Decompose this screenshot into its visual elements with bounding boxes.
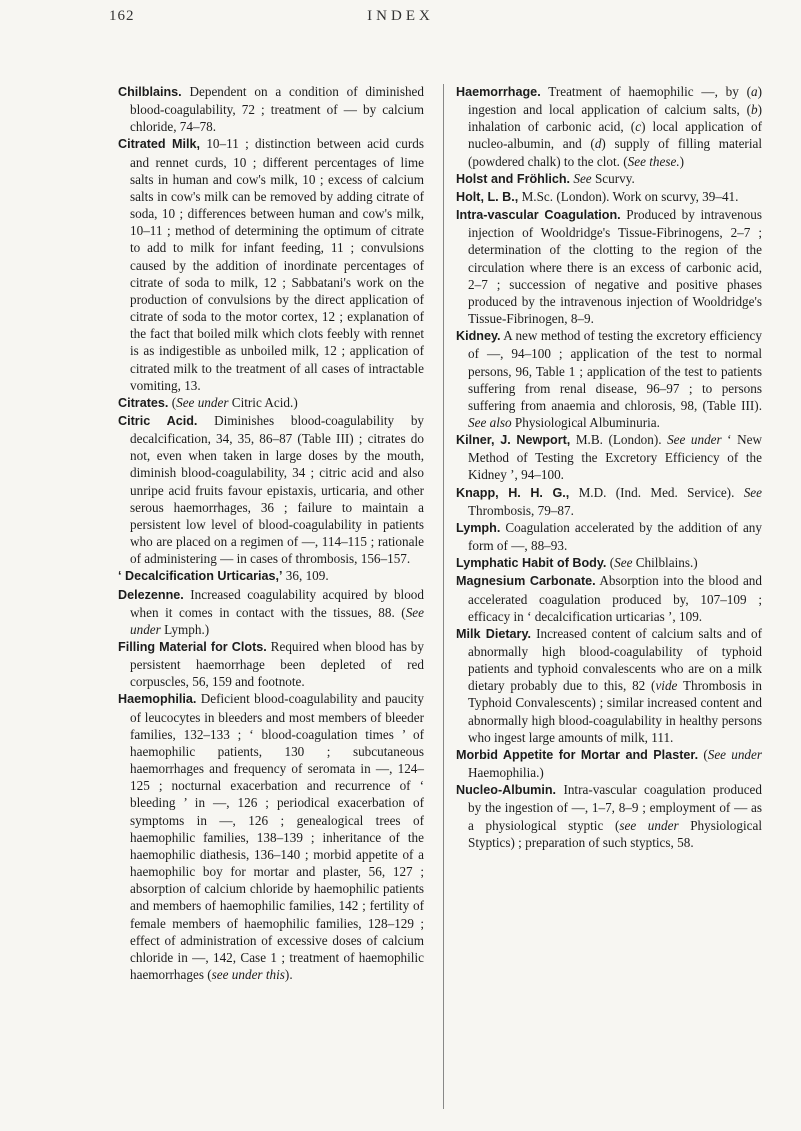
entry-headword: Knapp, H. H. G., [456,485,570,500]
index-entry [118,567,424,585]
entry-text: Citric Acid.) [228,394,298,410]
entry-headword: Magnesium Carbonate. [456,574,596,589]
entry-headword: Haemophilia. [118,692,197,707]
entry-text: Increased content of calcium salts and of abnormally high blood-coagulability of typhoid patients and typhoid convalescents who are on a milk dietary probably due to this, 82 ( [468,625,762,694]
index-entry [456,519,762,554]
entry-text: Produced by intravenous injection of Wooldridge's Tissue-Fibrinogens, 2–7 ; determination of the clotting to the region of the circulation where there is an excess of carbonic acid, 2–7 ; succession of negative and positive phases produced by the intravenous injection of Wooldridge's Tissue-Fibrinogen, 8–9. [468,207,762,327]
entry-italic-text: See also [468,414,512,430]
entry-italic-text: See [614,555,633,571]
entry-headword: Morbid Appetite for Mortar and Plaster. [456,747,699,762]
entry-headword: Intra-vascular Coagulation. [456,208,621,223]
entry-text: Thrombosis in Typhoid Convalescents) ; similar increased content and abnormally high blood-coagulability in healthy persons who ingest large amounts of milk, 111. [468,678,763,745]
entry-text: ) ingestion and local application of calcium salts, ( [468,84,762,118]
entry-text: Lymph.) [160,621,210,637]
entry-text: ) supply of filling material (powdered chalk) to the clot. ( [468,136,763,169]
index-entry [456,554,762,572]
entry-text: 10–11 ; distinction between acid curds and rennet curds, 10 ; different percentages of lime salts in human and cow's milk, 10 ; excess of calcium salts in cow's milk can be removed by adding citrate of soda, 10 ; differences between human and cow's milk, 10–11 ; method of determining the optimum of citrate to add to milk for infant feeding, 11 ; convulsions caused by the addition of inordinate percentages of citrate of soda to milk, 12 ; Sabbatani's work on the production of convulsions by the direct application of citrate of soda to the motor cortex, 12 ; explanation of the fact that boiled milk which clots feebly with rennet is as indigestible as unboiled milk, 12 ; application of citrated milk to the treatment of all cases of intractable vomiting, 13. [130,136,424,393]
entry-text: ( [606,555,615,571]
entry-text: ) [679,153,685,169]
index-column-left [118,83,424,983]
entry-headword: Milk Dietary. [456,626,532,641]
entry-italic-text: see under this [211,966,285,982]
index-entry [118,394,424,412]
entry-italic-text: See under [707,746,762,762]
entry-text: 36, 109. [282,568,329,584]
entry-text: ) inhalation of carbonic acid, ( [468,102,762,135]
index-column-right [456,83,762,851]
column-divider [443,84,444,1109]
entry-text: Absorption into the blood and accelerated coagulation produced by, 107–109 ; efficacy in ‘ decalcification urticarias ’, 109. [468,573,762,624]
entry-italic-text: See [743,484,763,500]
entry-text: Physiological Albuminuria. [511,414,660,430]
index-entry [456,484,762,519]
index-entry [456,746,762,781]
entry-text: Deficient blood-coagulability and paucity of leucocytes in bleeders and most members of bleeder families, 132–133 ; ‘ blood-coagulation times ’ of haemophilic patients, 130 ; subcutaneous haemorrhages and frequency of seromata in —, 124–125 ; nocturnal exacerbation and recurrence of ‘ bleeding ’ in —, 126 ; periodical exacerbation of symptoms in —, 126 ; genealogical trees of haemophilic families, 138–139 ; inheritance of the haemophilic diathesis, 136–140 ; morbid appetite of a haemophilic boy for mortar and plaster, 56, 127 ; absorption of calcium chloride by haemophilic patients and members of haemophilic families, 142 ; fertility of female members of haemophilic families, 128–129 ; effect of administration of excessive doses of calcium chloride in —, 142, Case 1 ; treatment of haemophilic haemorrhages ( [130,691,424,982]
entry-text: Haemophilia.) [468,765,544,781]
entry-italic-text: a [751,84,758,99]
entry-headword: Citrates. [118,395,169,410]
index-entry [456,83,762,170]
index-entry [456,431,762,483]
entry-text: Treatment of haemophilic —, by ( [540,84,751,99]
entry-headword: Lymphatic Habit of Body. [456,556,607,571]
index-entry [456,781,762,851]
index-entry [456,625,762,746]
entry-headword: Citrated Milk, [118,137,201,152]
entry-text: M.B. (London). [570,432,668,448]
entry-text: ( [168,394,177,410]
entry-headword: Lymph. [456,520,501,535]
index-entry [118,586,424,638]
entry-italic-text: See under [130,604,424,637]
entry-text: M.D. (Ind. Med. Service). [569,484,744,500]
index-entry [456,188,762,206]
entry-text: Required when blood has by persistent haemorrhage been depleted of red corpuscles, 56, 159 and footnote. [130,639,424,690]
entry-italic-text: c [635,119,642,135]
entry-italic-text: See [573,170,592,186]
entry-italic-text: vide [655,678,678,694]
entry-headword: Delezenne. [118,587,184,602]
entry-text: Intra-vascular coagulation produced by the ingestion of —, 1–7, 8–9 ; employment of — as a physiological styptic ( [468,782,762,833]
entry-headword: Nucleo-Albumin. [456,783,557,798]
index-entry [456,170,762,188]
entry-headword: Haemorrhage. [456,85,541,99]
index-entry [118,412,424,567]
entry-headword: Chilblains. [118,85,182,99]
entry-text: A new method of testing the excretory efficiency of —, 94–100 ; application of the test to normal persons, 96, Table 1 ; application of the test to patients suffering from renal disease, 96–97 ; to persons suffering from anaemia and chlorosis, 98, (Table III). [468,328,762,413]
running-head: INDEX [367,8,434,24]
entry-headword: Holst and Fröhlich. [456,171,571,186]
page-number: 162 [109,8,135,24]
entry-text: Scurvy. [591,170,635,186]
entry-headword: Filling Material for Clots. [118,640,267,654]
entry-italic-text: See under [667,432,722,448]
entry-text: M.Sc. (London). Work on scurvy, 39–41. [518,188,739,204]
entry-text: Thrombosis, 79–87. [468,502,574,518]
entry-text: Chilblains.) [632,555,698,571]
entry-text: Diminishes blood-coagulability by decalcification, 34, 35, 86–87 (Table III) ; citrates do not, even when taken in large doses by the mouth, diminish blood-coagulability, 34 ; citric acid and also unripe acid fruits favour epistaxis, urticaria, and other serous haemorrhages, 36 ; failure to maintain a persistent low level of blood-coagulability in patients who are placed on a regimen of —, 114–115 ; rationale of administering — in cases of thrombosis, 156–157. [130,412,425,567]
index-entry [456,327,762,431]
entry-text: ( [698,746,708,762]
entry-headword: Holt, L. B., [456,189,519,204]
entry-headword: Kidney. [456,329,501,344]
entry-headword: Citric Acid. [118,413,198,428]
entry-text: ). [284,966,293,982]
entry-italic-text: See these. [627,153,680,169]
entry-headword: Kilner, J. Newport, [456,433,571,448]
index-entry [456,206,762,327]
entry-headword: ‘ Decalcification Urticarias,’ [118,569,283,584]
entry-italic-text: See under [176,394,229,410]
index-entry [118,135,424,393]
entry-text: Dependent on a condition of diminished blood-coagulability, 72 ; treatment of — by calcium chloride, 74–78. [130,84,424,135]
entry-text: ) local application of nucleo-albumin, and ( [468,119,762,152]
entry-text: Physiological Styptics) ; preparation of such styptics, 58. [468,817,762,850]
entry-italic-text: see under [619,817,679,833]
entry-italic-text: d [594,136,602,152]
entry-text: ‘ New Method of Testing the Excretory Efficiency of the Kidney ’, 94–100. [468,432,762,483]
entry-text: Increased coagulability acquired by blood when it comes in contact with the tissues, 88. ( [130,586,424,620]
index-entry [118,83,424,135]
entry-text: Coagulation accelerated by the addition of any form of —, 88–93. [468,519,762,554]
index-entry [456,572,762,624]
index-entry [118,638,424,690]
index-entry [118,690,424,983]
entry-italic-text: b [751,102,758,118]
